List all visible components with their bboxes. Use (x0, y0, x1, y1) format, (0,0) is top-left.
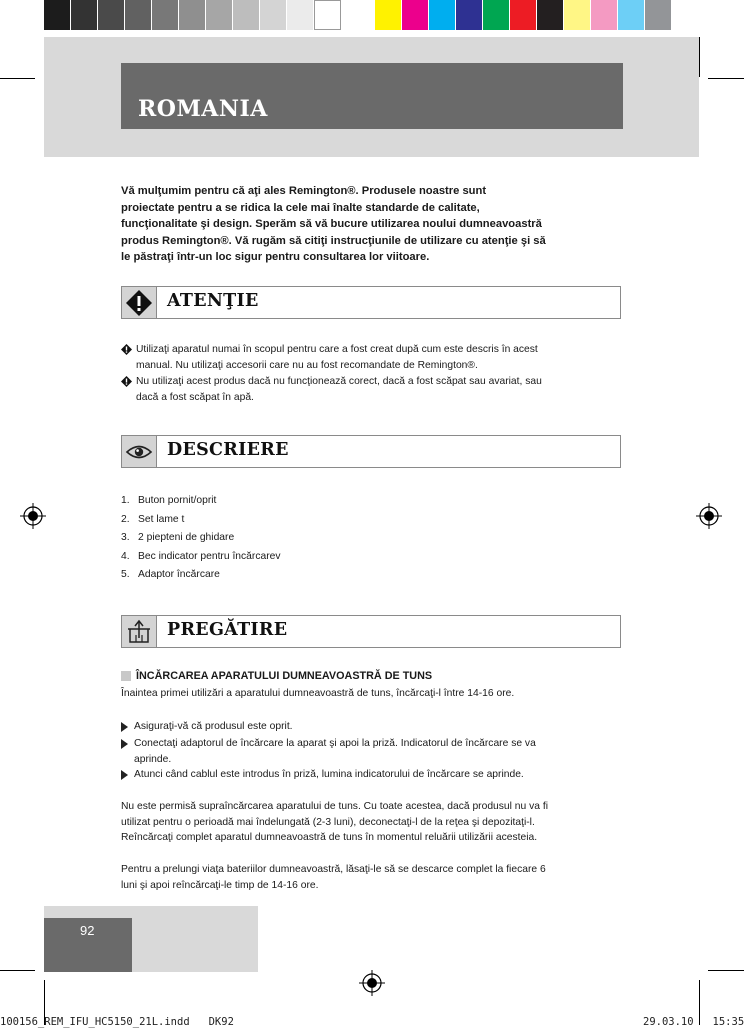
color-swatch (510, 0, 537, 30)
color-swatch (483, 0, 510, 30)
color-swatch (537, 0, 564, 30)
step-line: Conectaţi adaptorul de încărcare la aparat şi apoi la priză. Indicatorul de încărcare se va (134, 738, 536, 749)
crop-mark (708, 78, 744, 79)
triangle-bullet-icon (121, 770, 128, 780)
section-pregatire (121, 615, 621, 648)
footer-file-slug: 100156_REM_IFU_HC5150_21L.indd DK92 (0, 1016, 234, 1028)
list-item (121, 492, 281, 511)
box-icon (122, 616, 157, 647)
crop-mark (0, 970, 35, 971)
intro-line: produs Remington®. Vă rugăm să citiţi instrucţiunile de utilizare cu atenţie şi să (121, 234, 546, 247)
triangle-bullet-icon (121, 739, 128, 749)
eye-icon (122, 436, 157, 467)
color-swatch (179, 0, 206, 30)
section-descriere (121, 435, 621, 468)
charging-step (121, 767, 611, 783)
list-number: 2. (121, 513, 130, 525)
intro-line: le păstraţi într-un loc sigur pentru consultarea lor viitoare. (121, 251, 430, 263)
color-registration-bar (375, 0, 672, 30)
step-line: Atunci când cablul este introdus în priză, lumina indicatorului de încărcare se aprinde. (134, 769, 524, 780)
warning-bullet-icon (121, 344, 132, 355)
list-text: Bec indicator pentru încărcarev (138, 550, 281, 562)
list-text: Set lame t (138, 513, 185, 525)
charging-heading (121, 670, 432, 682)
registration-mark-icon (20, 503, 46, 529)
overcharge-paragraph (121, 799, 611, 846)
charging-step (121, 719, 611, 735)
color-swatch (233, 0, 260, 30)
list-number: 4. (121, 550, 130, 562)
section-title-descriere: DESCRIERE (167, 440, 289, 460)
list-text: 2 piepteni de ghidare (138, 532, 235, 544)
warning-item (121, 342, 611, 373)
color-swatch (429, 0, 456, 30)
color-swatch (645, 0, 672, 30)
list-item (121, 529, 281, 548)
registration-mark-icon (696, 503, 722, 529)
color-swatch (375, 0, 402, 30)
list-text: Adaptor încărcare (138, 569, 220, 581)
list-number: 1. (121, 495, 130, 506)
crop-mark (708, 970, 744, 971)
battery-life-paragraph (121, 862, 611, 893)
color-swatch (287, 0, 314, 30)
warning-bullet-icon (121, 376, 132, 387)
charging-heading-text: ÎNCĂRCAREA APARATULUI DUMNEAVOASTRĂ DE TUNS (136, 670, 433, 682)
para-line: Pentru a prelungi viaţa bateriilor dumneavoastră, lăsaţi-le să se descarce complet la fiecare 6 (121, 864, 546, 875)
para-line: Reîncărcaţi complet aparatul dumneavoastră de tuns în momentul reluării utilizării acesteia. (121, 832, 538, 843)
color-swatch (71, 0, 98, 30)
warning-line: Utilizaţi aparatul numai în scopul pentru care a fost creat după cum este descris în acest (136, 344, 538, 355)
list-number: 3. (121, 532, 130, 544)
footer-date-slug: 29.03.10 15:35 (643, 1016, 744, 1028)
intro-line: funcţionalitate şi design. Sperăm să vă bucure utilizarea noului dumneavoastră (121, 218, 542, 230)
list-item (121, 511, 281, 530)
color-swatch (125, 0, 152, 30)
registration-mark-icon (359, 970, 385, 996)
color-swatch (456, 0, 483, 30)
page-number: 92 (80, 923, 95, 938)
color-swatch (206, 0, 233, 30)
list-number: 5. (121, 569, 130, 581)
crop-mark (699, 37, 700, 77)
para-line: luni şi apoi reîncărcaţi-le timp de 14-16 ore. (121, 879, 319, 891)
color-swatch (564, 0, 591, 30)
step-line: aprinde. (134, 753, 172, 765)
heading-square-icon (121, 671, 131, 681)
list-item (121, 566, 281, 585)
section-title-pregatire: PREGĂTIRE (167, 620, 288, 640)
list-text: Buton pornit/oprit (138, 495, 217, 506)
gray-registration-bar (44, 0, 341, 30)
color-swatch (98, 0, 125, 30)
charging-intro: Înaintea primei utilizări a aparatului dumneavoastră de tuns, încărcaţi-l între 14-16 ore. (121, 688, 515, 699)
color-swatch (260, 0, 287, 30)
warning-icon (122, 287, 157, 318)
section-title-atentie: ATENŢIE (167, 291, 259, 311)
warning-item (121, 374, 611, 405)
crop-mark (0, 78, 35, 79)
description-list (121, 492, 281, 585)
list-item (121, 548, 281, 567)
color-swatch (402, 0, 429, 30)
color-swatch (44, 0, 71, 30)
intro-paragraph (121, 183, 611, 266)
color-swatch (314, 0, 341, 30)
section-atentie (121, 286, 621, 319)
page-title: ROMANIA (138, 96, 268, 122)
intro-line: Vă mulţumim pentru că aţi ales Remington®. Produsele noastre sunt (121, 185, 487, 197)
color-swatch (152, 0, 179, 30)
step-line: Asiguraţi-vă că produsul este oprit. (134, 721, 293, 732)
para-line: utilizat pentru o perioadă mai îndelungată (2-3 luni), deconectaţi-l de la reţea şi depozitaţi-l. (121, 816, 535, 828)
triangle-bullet-icon (121, 722, 128, 732)
color-swatch (618, 0, 645, 30)
color-swatch (591, 0, 618, 30)
warning-line: dacă a fost scăpat în apă. (136, 391, 254, 403)
warning-line: Nu utilizaţi acest produs dacă nu funcţionează corect, dacă a fost scăpat sau avariat, sau (136, 376, 542, 387)
warning-line: manual. Nu utilizaţi accesorii care nu au fost recomandate de Remington®. (136, 359, 478, 371)
intro-line: proiectate pentru a se ridica la cele mai înalte standarde de calitate, (121, 201, 480, 214)
para-line: Nu este permisă supraîncărcarea aparatului de tuns. Cu toate acestea, dacă produsul nu va fi (121, 801, 548, 812)
charging-step (121, 736, 611, 767)
